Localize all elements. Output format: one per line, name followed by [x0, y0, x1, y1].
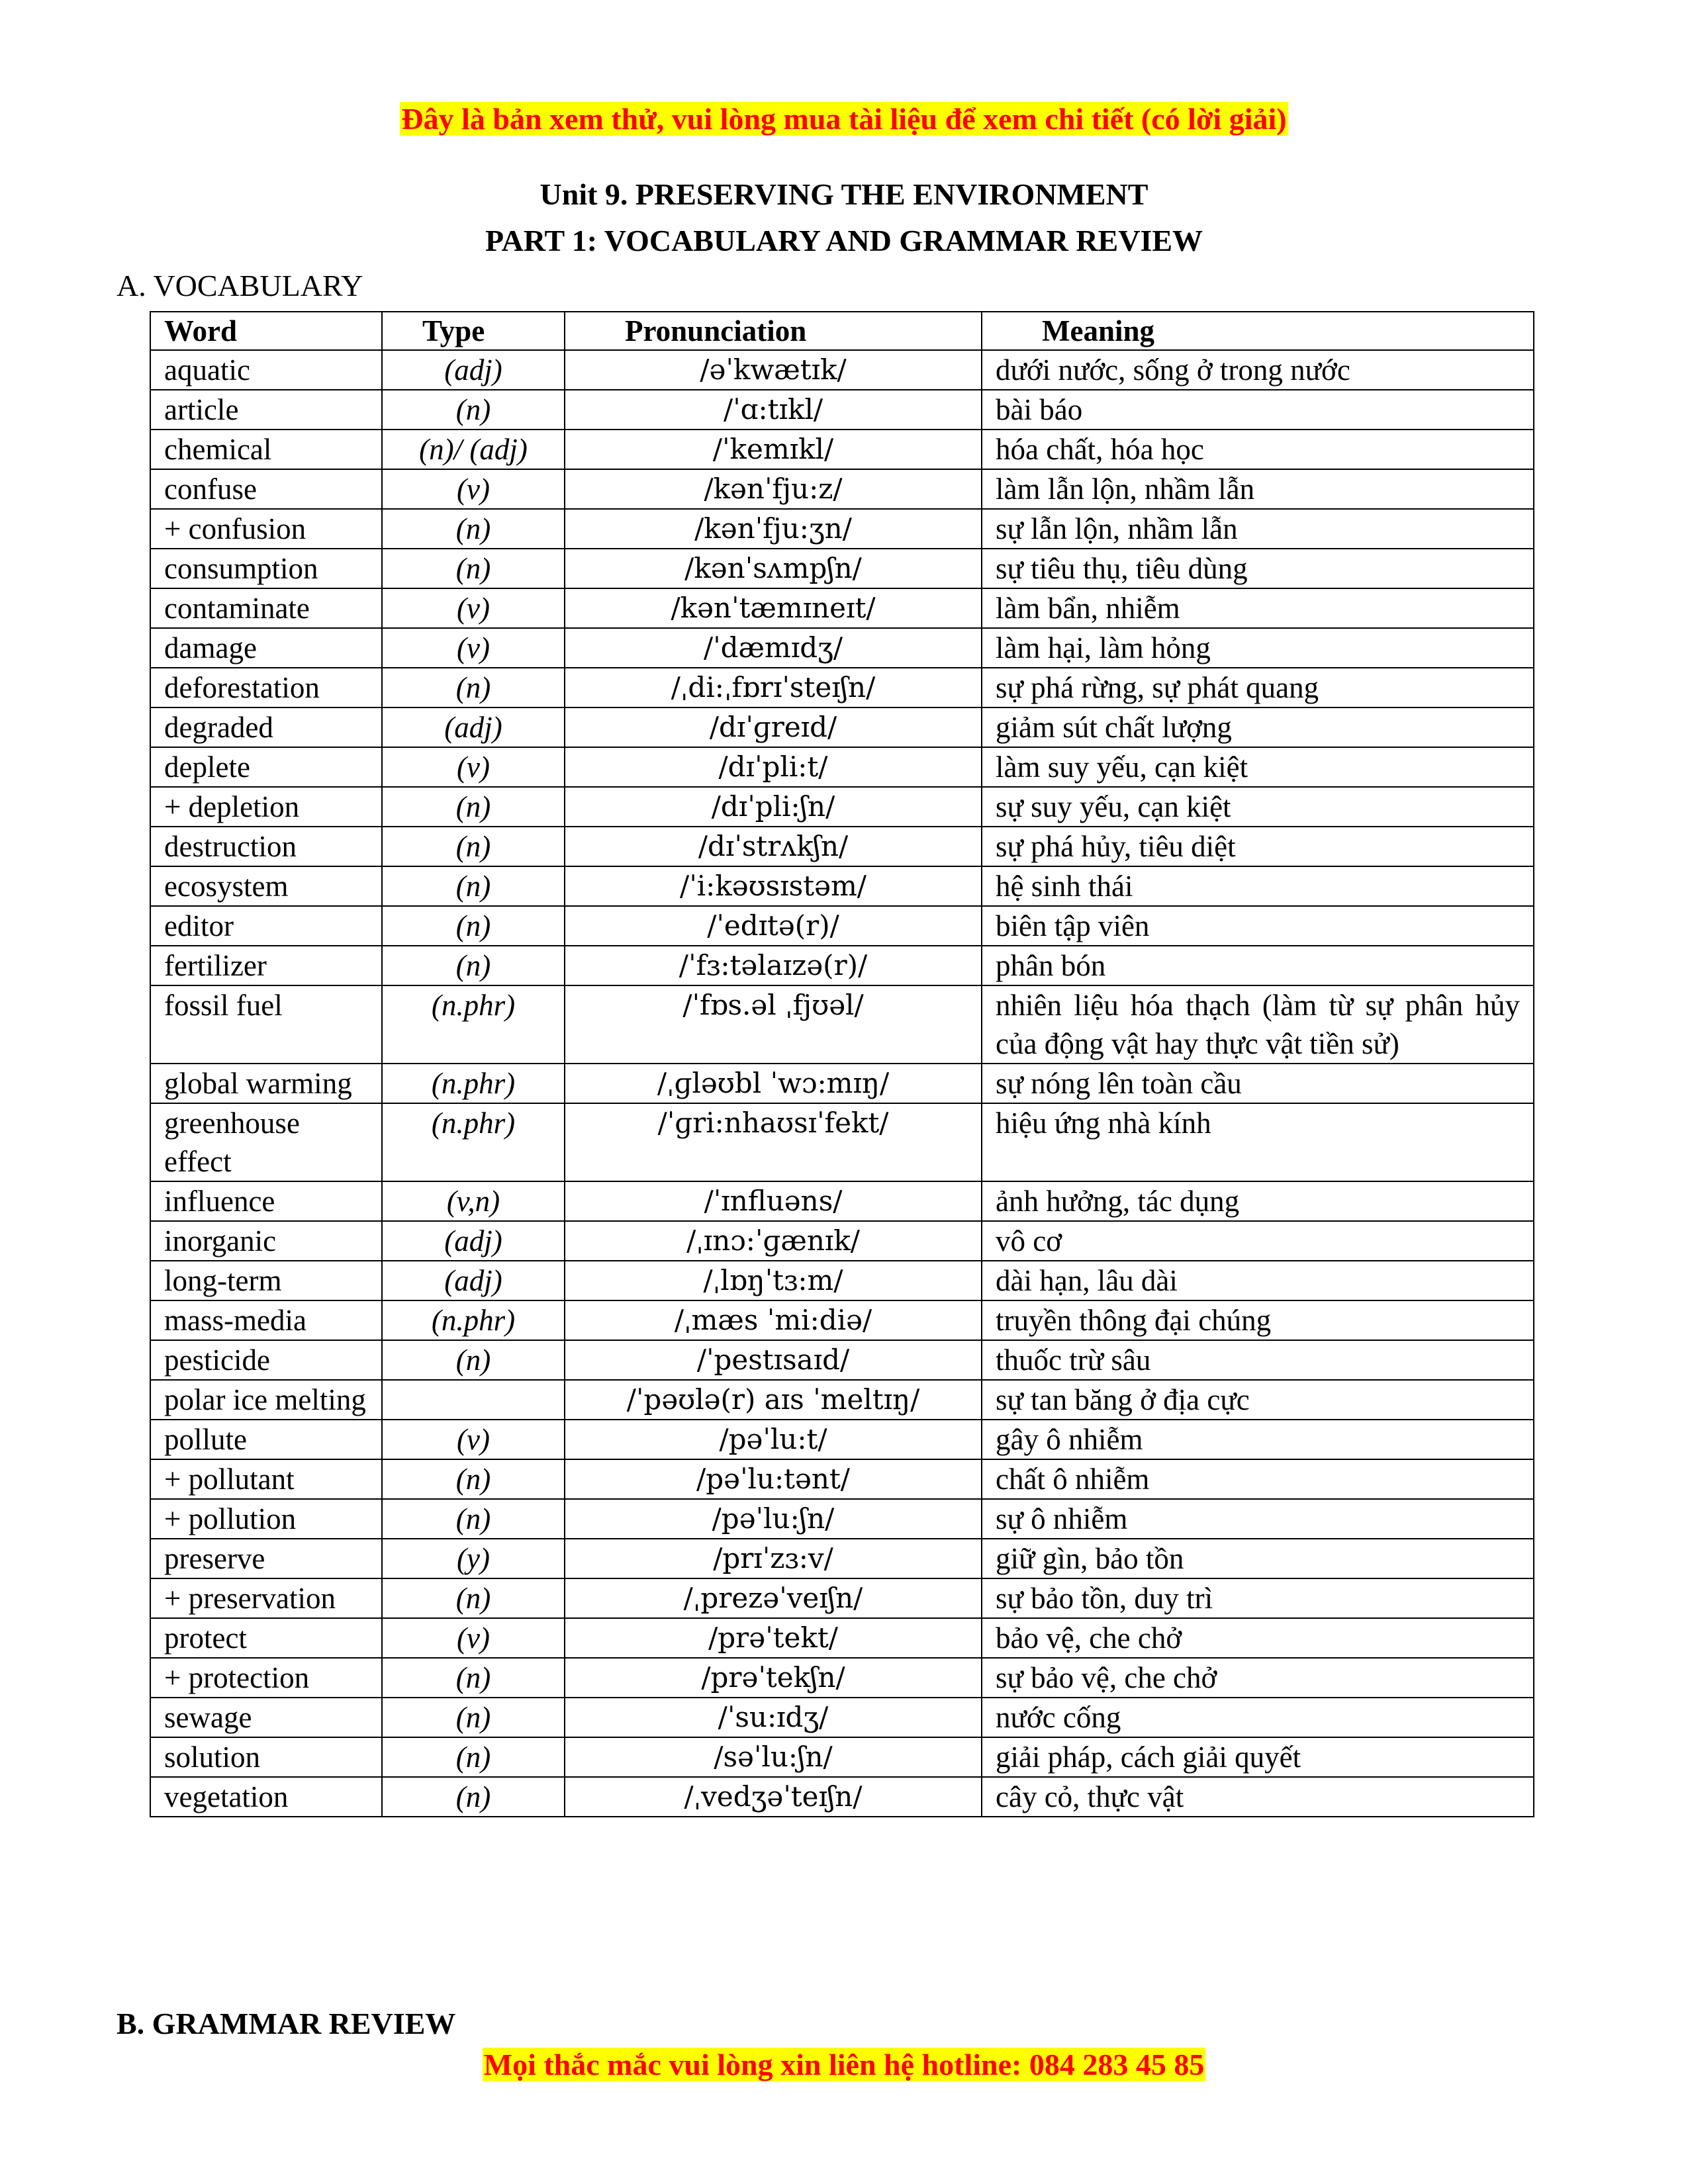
cell-meaning: bài báo	[982, 390, 1534, 430]
cell-type: (n.phr)	[382, 1300, 565, 1340]
cell-type: (n)	[382, 1777, 565, 1817]
cell-meaning: làm lẫn lộn, nhầm lẫn	[982, 469, 1534, 509]
cell-meaning: sự ô nhiễm	[982, 1499, 1534, 1539]
table-row	[150, 1261, 1534, 1300]
cell-type: (adj)	[382, 1221, 565, 1261]
cell-pronunciation: /ˈsu:ɪdʒ/	[565, 1698, 982, 1737]
table-row	[150, 1499, 1534, 1539]
cell-meaning: làm bẩn, nhiễm	[982, 588, 1534, 628]
table-row	[150, 430, 1534, 469]
cell-word: + pollution	[150, 1499, 382, 1539]
cell-word: + preservation	[150, 1578, 382, 1618]
cell-word: protect	[150, 1618, 382, 1658]
table-row	[150, 628, 1534, 668]
cell-meaning: giải pháp, cách giải quyết	[982, 1737, 1534, 1777]
cell-meaning: nước cống	[982, 1698, 1534, 1737]
cell-type: (n)	[382, 787, 565, 827]
cell-meaning: làm hại, làm hỏng	[982, 628, 1534, 668]
cell-word: article	[150, 390, 382, 430]
cell-type: (v)	[382, 1420, 565, 1459]
cell-pronunciation: /ˈfɜ:təlaɪzə(r)/	[565, 946, 982, 985]
cell-meaning: phân bón	[982, 946, 1534, 985]
cell-pronunciation: /ˈfɒs.əl ˌfjʊəl/	[565, 985, 982, 1064]
table-row	[150, 946, 1534, 985]
header-meaning: Meaning	[982, 312, 1534, 350]
table-row	[150, 588, 1534, 628]
cell-pronunciation: /ˈɑ:tɪkl/	[565, 390, 982, 430]
cell-pronunciation: /dɪˈstrʌkʃn/	[565, 827, 982, 866]
vocabulary-table	[150, 311, 1534, 1817]
cell-type: (n)	[382, 390, 565, 430]
cell-type: (n)	[382, 866, 565, 906]
table-row	[150, 1737, 1534, 1777]
cell-pronunciation: /kənˈfju:ʒn/	[565, 509, 982, 549]
cell-pronunciation: /ˈɡri:nhaʊsɪˈfekt/	[565, 1103, 982, 1181]
cell-type: (n)	[382, 1698, 565, 1737]
cell-word: solution	[150, 1737, 382, 1777]
cell-type: (adj)	[382, 707, 565, 747]
table-row	[150, 509, 1534, 549]
cell-meaning: sự bảo vệ, che chở	[982, 1658, 1534, 1698]
cell-pronunciation: /pəˈlu:tənt/	[565, 1459, 982, 1499]
table-row	[150, 1103, 1534, 1181]
table-row	[150, 1658, 1534, 1698]
cell-pronunciation: /prəˈtekt/	[565, 1618, 982, 1658]
cell-pronunciation: /ˌvedʒəˈteɪʃn/	[565, 1777, 982, 1817]
cell-pronunciation: /kənˈfju:z/	[565, 469, 982, 509]
cell-type: (n)	[382, 906, 565, 946]
cell-pronunciation: /kənˈsʌmpʃn/	[565, 549, 982, 588]
cell-pronunciation: /ˌmæs ˈmi:diə/	[565, 1300, 982, 1340]
cell-word: + depletion	[150, 787, 382, 827]
cell-meaning: nhiên liệu hóa thạch (làm từ sự phân hủy của động vật hay thực vật tiền sử)	[982, 985, 1534, 1064]
cell-meaning: gây ô nhiễm	[982, 1420, 1534, 1459]
cell-type: (n)	[382, 1459, 565, 1499]
cell-pronunciation: /prɪˈzɜ:v/	[565, 1539, 982, 1578]
cell-meaning: sự tan băng ở địa cực	[982, 1380, 1534, 1420]
cell-word: sewage	[150, 1698, 382, 1737]
cell-type: (n.phr)	[382, 1103, 565, 1181]
cell-word: deplete	[150, 747, 382, 787]
table-row	[150, 906, 1534, 946]
cell-pronunciation: /səˈlu:ʃn/	[565, 1737, 982, 1777]
table-row	[150, 1578, 1534, 1618]
cell-meaning: dưới nước, sống ở trong nước	[982, 350, 1534, 390]
cell-pronunciation: /ˈdæmɪdʒ/	[565, 628, 982, 668]
cell-type: (n.phr)	[382, 1064, 565, 1103]
cell-type: (n)/ (adj)	[382, 430, 565, 469]
cell-word: greenhouse effect	[150, 1103, 382, 1181]
cell-pronunciation: /ˈedɪtə(r)/	[565, 906, 982, 946]
cell-word: fertilizer	[150, 946, 382, 985]
cell-type: (v)	[382, 747, 565, 787]
part-title: PART 1: VOCABULARY AND GRAMMAR REVIEW	[485, 224, 1203, 257]
cell-pronunciation: /ˌdi:ˌfɒrɪˈsteɪʃn/	[565, 668, 982, 707]
table-row	[150, 1300, 1534, 1340]
table-row	[150, 866, 1534, 906]
cell-word: ecosystem	[150, 866, 382, 906]
table-row	[150, 390, 1534, 430]
table-row	[150, 350, 1534, 390]
cell-word: mass-media	[150, 1300, 382, 1340]
cell-word: aquatic	[150, 350, 382, 390]
cell-type	[382, 1380, 565, 1420]
cell-type: (n)	[382, 668, 565, 707]
table-row	[150, 1340, 1534, 1380]
table-row	[150, 827, 1534, 866]
section-heading-vocabulary: A. VOCABULARY	[117, 269, 363, 302]
cell-type: (n)	[382, 1578, 565, 1618]
cell-type: (v)	[382, 588, 565, 628]
table-row	[150, 1459, 1534, 1499]
hotline-banner	[0, 2046, 1688, 2083]
cell-word: fossil fuel	[150, 985, 382, 1064]
cell-type: (adj)	[382, 1261, 565, 1300]
cell-type: (n)	[382, 946, 565, 985]
cell-pronunciation: /əˈkwætɪk/	[565, 350, 982, 390]
cell-type: (adj)	[382, 350, 565, 390]
cell-meaning: chất ô nhiễm	[982, 1459, 1534, 1499]
header-type: Type	[382, 312, 565, 350]
cell-pronunciation: /ˈpəʊlə(r) aɪs ˈmeltɪŋ/	[565, 1380, 982, 1420]
cell-type: (n)	[382, 1340, 565, 1380]
cell-meaning: cây cỏ, thực vật	[982, 1777, 1534, 1817]
cell-word: destruction	[150, 827, 382, 866]
cell-word: damage	[150, 628, 382, 668]
vocabulary-table-body	[150, 350, 1534, 1817]
cell-meaning: hiệu ứng nhà kính	[982, 1103, 1534, 1181]
cell-pronunciation: /ˈpestɪsaɪd/	[565, 1340, 982, 1380]
cell-meaning: dài hạn, lâu dài	[982, 1261, 1534, 1300]
cell-meaning: bảo vệ, che chở	[982, 1618, 1534, 1658]
cell-type: (n)	[382, 549, 565, 588]
table-row	[150, 1420, 1534, 1459]
table-row	[150, 1380, 1534, 1420]
cell-word: confuse	[150, 469, 382, 509]
cell-word: vegetation	[150, 1777, 382, 1817]
table-header-row	[150, 312, 1534, 350]
cell-type: (v)	[382, 469, 565, 509]
cell-type: (n)	[382, 1499, 565, 1539]
table-row	[150, 1698, 1534, 1737]
cell-pronunciation: /pəˈlu:ʃn/	[565, 1499, 982, 1539]
cell-type: (v,n)	[382, 1181, 565, 1221]
cell-type: (y)	[382, 1539, 565, 1578]
cell-meaning: sự phá hủy, tiêu diệt	[982, 827, 1534, 866]
cell-word: editor	[150, 906, 382, 946]
unit-title: Unit 9. PRESERVING THE ENVIRONMENT	[539, 177, 1149, 211]
cell-pronunciation: /dɪˈpli:ʃn/	[565, 787, 982, 827]
cell-meaning: hóa chất, hóa học	[982, 430, 1534, 469]
cell-meaning: thuốc trừ sâu	[982, 1340, 1534, 1380]
table-row	[150, 469, 1534, 509]
section-heading-grammar: B. GRAMMAR REVIEW	[117, 2007, 456, 2040]
table-row	[150, 1181, 1534, 1221]
table-row	[150, 1539, 1534, 1578]
cell-type: (v)	[382, 1618, 565, 1658]
cell-type: (n.phr)	[382, 985, 565, 1064]
table-row	[150, 985, 1534, 1064]
cell-word: inorganic	[150, 1221, 382, 1261]
cell-word: polar ice melting	[150, 1380, 382, 1420]
cell-word: influence	[150, 1181, 382, 1221]
cell-pronunciation: /ˈi:kəʊsɪstəm/	[565, 866, 982, 906]
cell-pronunciation: /ˌɡləʊbl ˈwɔ:mɪŋ/	[565, 1064, 982, 1103]
header-pronunciation: Pronunciation	[565, 312, 982, 350]
cell-word: pesticide	[150, 1340, 382, 1380]
cell-word: degraded	[150, 707, 382, 747]
table-row	[150, 549, 1534, 588]
cell-word: pollute	[150, 1420, 382, 1459]
cell-word: long-term	[150, 1261, 382, 1300]
cell-meaning: làm suy yếu, cạn kiệt	[982, 747, 1534, 787]
preview-notice-text: Đây là bản xem thử, vui lòng mua tài liệu để xem chi tiết (có lời giải)	[401, 102, 1287, 136]
table-row	[150, 668, 1534, 707]
cell-type: (n)	[382, 1658, 565, 1698]
cell-word: preserve	[150, 1539, 382, 1578]
cell-pronunciation: /ˌprezəˈveɪʃn/	[565, 1578, 982, 1618]
cell-meaning: giữ gìn, bảo tồn	[982, 1539, 1534, 1578]
cell-pronunciation: /dɪˈɡreɪd/	[565, 707, 982, 747]
preview-notice-banner	[0, 101, 1688, 138]
cell-pronunciation: /ˌɪnɔ:ˈɡænɪk/	[565, 1221, 982, 1261]
table-row	[150, 1064, 1534, 1103]
cell-meaning: biên tập viên	[982, 906, 1534, 946]
cell-type: (n)	[382, 1737, 565, 1777]
cell-meaning: sự bảo tồn, duy trì	[982, 1578, 1534, 1618]
cell-meaning: ảnh hưởng, tác dụng	[982, 1181, 1534, 1221]
cell-meaning: truyền thông đại chúng	[982, 1300, 1534, 1340]
cell-pronunciation: /ˌlɒŋˈtɜ:m/	[565, 1261, 982, 1300]
cell-meaning: sự lẫn lộn, nhầm lẫn	[982, 509, 1534, 549]
cell-word: chemical	[150, 430, 382, 469]
table-row	[150, 1618, 1534, 1658]
cell-word: global warming	[150, 1064, 382, 1103]
cell-word: + confusion	[150, 509, 382, 549]
cell-meaning: vô cơ	[982, 1221, 1534, 1261]
cell-type: (v)	[382, 628, 565, 668]
cell-pronunciation: /prəˈtekʃn/	[565, 1658, 982, 1698]
cell-pronunciation: /pəˈlu:t/	[565, 1420, 982, 1459]
cell-meaning: hệ sinh thái	[982, 866, 1534, 906]
cell-meaning: sự tiêu thụ, tiêu dùng	[982, 549, 1534, 588]
header-word: Word	[150, 312, 382, 350]
hotline-text: Mọi thắc mắc vui lòng xin liên hệ hotline: 084 283 45 85	[483, 2048, 1205, 2081]
cell-type: (n)	[382, 827, 565, 866]
cell-pronunciation: /kənˈtæmɪneɪt/	[565, 588, 982, 628]
cell-meaning: sự suy yếu, cạn kiệt	[982, 787, 1534, 827]
cell-type: (n)	[382, 509, 565, 549]
cell-pronunciation: /ˈkemɪkl/	[565, 430, 982, 469]
cell-pronunciation: /dɪˈpli:t/	[565, 747, 982, 787]
table-row	[150, 747, 1534, 787]
cell-meaning: giảm sút chất lượng	[982, 707, 1534, 747]
table-row	[150, 1777, 1534, 1817]
cell-meaning: sự phá rừng, sự phát quang	[982, 668, 1534, 707]
cell-word: consumption	[150, 549, 382, 588]
table-row	[150, 707, 1534, 747]
table-row	[150, 1221, 1534, 1261]
table-row	[150, 787, 1534, 827]
cell-pronunciation: /ˈɪnfluəns/	[565, 1181, 982, 1221]
cell-meaning: sự nóng lên toàn cầu	[982, 1064, 1534, 1103]
cell-word: contaminate	[150, 588, 382, 628]
cell-word: deforestation	[150, 668, 382, 707]
cell-word: + pollutant	[150, 1459, 382, 1499]
cell-word: + protection	[150, 1658, 382, 1698]
